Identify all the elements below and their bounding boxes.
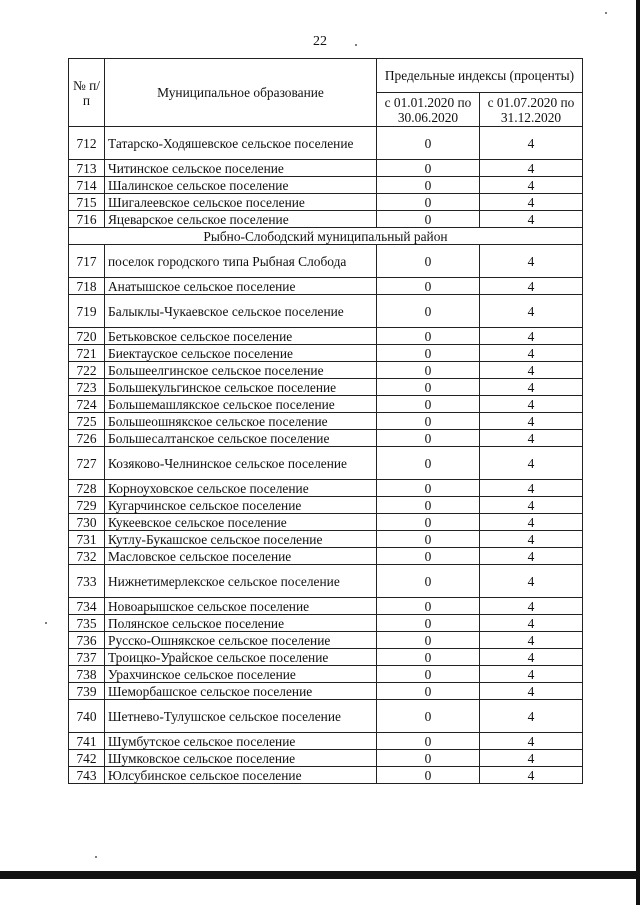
index-period-1: 0 (377, 649, 480, 666)
row-number: 720 (69, 328, 105, 345)
municipality-name: Шумковское сельское поселение (105, 750, 377, 767)
index-period-2: 4 (480, 211, 583, 228)
index-period-2: 4 (480, 328, 583, 345)
row-number: 714 (69, 177, 105, 194)
municipality-name: Биектауское сельское поселение (105, 345, 377, 362)
table-row (69, 632, 583, 649)
table-row (69, 278, 583, 295)
index-period-2: 4 (480, 362, 583, 379)
index-period-2: 4 (480, 177, 583, 194)
region-name: Рыбно-Слободский муниципальный район (69, 228, 583, 245)
municipality-name: Шетнево-Тулушское сельское поселение (105, 700, 377, 733)
row-number: 738 (69, 666, 105, 683)
municipality-name: Читинское сельское поселение (105, 160, 377, 177)
index-period-1: 0 (377, 362, 480, 379)
index-period-1: 0 (377, 632, 480, 649)
index-period-2: 4 (480, 295, 583, 328)
index-period-1: 0 (377, 396, 480, 413)
index-period-2: 4 (480, 480, 583, 497)
row-number: 731 (69, 531, 105, 548)
table-row (69, 497, 583, 514)
row-number: 736 (69, 632, 105, 649)
municipality-name: Русско-Ошнякское сельское поселение (105, 632, 377, 649)
table-row (69, 362, 583, 379)
municipality-name: Корноуховское сельское поселение (105, 480, 377, 497)
municipality-name: Троицко-Урайское сельское поселение (105, 649, 377, 666)
index-period-1: 0 (377, 328, 480, 345)
municipality-name: Анатышское сельское поселение (105, 278, 377, 295)
municipality-name: Бетьковское сельское поселение (105, 328, 377, 345)
table-row (69, 211, 583, 228)
municipality-name: Полянское сельское поселение (105, 615, 377, 632)
index-period-2: 4 (480, 733, 583, 750)
index-period-1: 0 (377, 497, 480, 514)
index-period-2: 4 (480, 278, 583, 295)
index-period-2: 4 (480, 531, 583, 548)
index-period-1: 0 (377, 531, 480, 548)
page-number: 22 (313, 34, 327, 49)
table-row (69, 447, 583, 480)
row-number: 717 (69, 245, 105, 278)
row-number: 734 (69, 598, 105, 615)
index-period-1: 0 (377, 565, 480, 598)
table-row (69, 430, 583, 447)
table-row (69, 598, 583, 615)
index-period-2: 4 (480, 413, 583, 430)
scan-speck (95, 856, 97, 858)
index-period-1: 0 (377, 295, 480, 328)
municipality-name: Урахчинское сельское поселение (105, 666, 377, 683)
municipality-name: Большесалтанское сельское поселение (105, 430, 377, 447)
index-period-2: 4 (480, 565, 583, 598)
row-number: 735 (69, 615, 105, 632)
municipality-name: Козяково-Челнинское сельское поселение (105, 447, 377, 480)
municipality-name: Нижнетимерлекское сельское поселение (105, 565, 377, 598)
table-row (69, 700, 583, 733)
table-row (69, 548, 583, 565)
index-period-2: 4 (480, 160, 583, 177)
index-period-1: 0 (377, 413, 480, 430)
table-row (69, 480, 583, 497)
row-number: 719 (69, 295, 105, 328)
row-number: 730 (69, 514, 105, 531)
index-period-1: 0 (377, 700, 480, 733)
indices-table (68, 58, 583, 784)
table-row (69, 649, 583, 666)
municipality-name: Шалинское сельское поселение (105, 177, 377, 194)
index-period-2: 4 (480, 632, 583, 649)
index-period-2: 4 (480, 345, 583, 362)
index-period-2: 4 (480, 194, 583, 211)
municipality-name: Шигалеевское сельское поселение (105, 194, 377, 211)
table-row (69, 767, 583, 784)
table-row (69, 194, 583, 211)
table-row (69, 683, 583, 700)
municipality-name: Шумбутское сельское поселение (105, 733, 377, 750)
index-period-1: 0 (377, 480, 480, 497)
municipality-name: Большеошнякское сельское поселение (105, 413, 377, 430)
row-number: 713 (69, 160, 105, 177)
table-row (69, 413, 583, 430)
index-period-1: 0 (377, 160, 480, 177)
header-period-2: с 01.07.2020 по 31.12.2020 (480, 93, 583, 127)
index-period-2: 4 (480, 396, 583, 413)
row-number: 729 (69, 497, 105, 514)
municipality-name: Большеелгинское сельское поселение (105, 362, 377, 379)
scan-speck (355, 44, 357, 46)
index-period-2: 4 (480, 683, 583, 700)
index-period-1: 0 (377, 447, 480, 480)
index-period-2: 4 (480, 750, 583, 767)
scan-edge-bottom (0, 871, 640, 879)
index-period-1: 0 (377, 345, 480, 362)
row-number: 725 (69, 413, 105, 430)
index-period-2: 4 (480, 379, 583, 396)
index-period-1: 0 (377, 733, 480, 750)
municipality-name: Балыклы-Чукаевское сельское поселение (105, 295, 377, 328)
municipality-name: Большекульгинское сельское поселение (105, 379, 377, 396)
index-period-2: 4 (480, 598, 583, 615)
scan-speck (45, 622, 47, 624)
index-period-1: 0 (377, 379, 480, 396)
table-row (69, 666, 583, 683)
row-number: 739 (69, 683, 105, 700)
index-period-1: 0 (377, 194, 480, 211)
index-period-1: 0 (377, 683, 480, 700)
row-number: 737 (69, 649, 105, 666)
row-number: 723 (69, 379, 105, 396)
row-number: 722 (69, 362, 105, 379)
index-period-2: 4 (480, 666, 583, 683)
municipality-name: Яцеварское сельское поселение (105, 211, 377, 228)
table-row (69, 531, 583, 548)
row-number: 721 (69, 345, 105, 362)
municipality-name: Новоарышское сельское поселение (105, 598, 377, 615)
row-number: 732 (69, 548, 105, 565)
table-row (69, 514, 583, 531)
index-period-2: 4 (480, 700, 583, 733)
row-number: 741 (69, 733, 105, 750)
index-period-1: 0 (377, 245, 480, 278)
table-row (69, 345, 583, 362)
index-period-2: 4 (480, 615, 583, 632)
municipality-name: поселок городского типа Рыбная Слобода (105, 245, 377, 278)
index-period-1: 0 (377, 615, 480, 632)
municipality-name: Кутлу-Букашское сельское поселение (105, 531, 377, 548)
index-period-2: 4 (480, 767, 583, 784)
index-period-2: 4 (480, 127, 583, 160)
table-row (69, 245, 583, 278)
row-number: 727 (69, 447, 105, 480)
header-name: Муниципальное образование (105, 59, 377, 127)
row-number: 733 (69, 565, 105, 598)
table-row (69, 379, 583, 396)
row-number: 724 (69, 396, 105, 413)
municipality-name: Масловское сельское поселение (105, 548, 377, 565)
scan-edge-right (636, 0, 640, 905)
header-indices: Предельные индексы (проценты) (377, 59, 583, 93)
table-row (69, 295, 583, 328)
index-period-2: 4 (480, 497, 583, 514)
index-period-1: 0 (377, 514, 480, 531)
index-period-1: 0 (377, 211, 480, 228)
row-number: 726 (69, 430, 105, 447)
scan-speck (605, 12, 607, 14)
table-row (69, 127, 583, 160)
index-period-1: 0 (377, 767, 480, 784)
index-period-2: 4 (480, 548, 583, 565)
municipality-name: Кугарчинское сельское поселение (105, 497, 377, 514)
index-period-1: 0 (377, 598, 480, 615)
municipality-name: Юлсубинское сельское поселение (105, 767, 377, 784)
row-number: 742 (69, 750, 105, 767)
row-number: 716 (69, 211, 105, 228)
municipality-name: Шеморбашское сельское поселение (105, 683, 377, 700)
table-row (69, 565, 583, 598)
index-period-1: 0 (377, 548, 480, 565)
index-period-1: 0 (377, 430, 480, 447)
index-period-1: 0 (377, 278, 480, 295)
table-row (69, 750, 583, 767)
index-period-1: 0 (377, 177, 480, 194)
table-body (69, 127, 583, 784)
index-period-1: 0 (377, 750, 480, 767)
municipality-name: Татарско-Ходяшевское сельское поселение (105, 127, 377, 160)
row-number: 728 (69, 480, 105, 497)
row-number: 718 (69, 278, 105, 295)
table-row (69, 615, 583, 632)
table-row (69, 160, 583, 177)
index-period-2: 4 (480, 430, 583, 447)
index-period-1: 0 (377, 666, 480, 683)
row-number: 712 (69, 127, 105, 160)
row-number: 715 (69, 194, 105, 211)
municipality-name: Большемашлякское сельское поселение (105, 396, 377, 413)
index-period-2: 4 (480, 514, 583, 531)
row-number: 743 (69, 767, 105, 784)
index-period-2: 4 (480, 245, 583, 278)
row-number: 740 (69, 700, 105, 733)
table-row (69, 177, 583, 194)
table-row (69, 733, 583, 750)
index-period-2: 4 (480, 447, 583, 480)
table-row (69, 396, 583, 413)
municipality-name: Кукеевское сельское поселение (105, 514, 377, 531)
table-row (69, 328, 583, 345)
index-period-1: 0 (377, 127, 480, 160)
index-period-2: 4 (480, 649, 583, 666)
header-num: № п/п (69, 59, 105, 127)
header-period-1: с 01.01.2020 по 30.06.2020 (377, 93, 480, 127)
region-row (69, 228, 583, 245)
